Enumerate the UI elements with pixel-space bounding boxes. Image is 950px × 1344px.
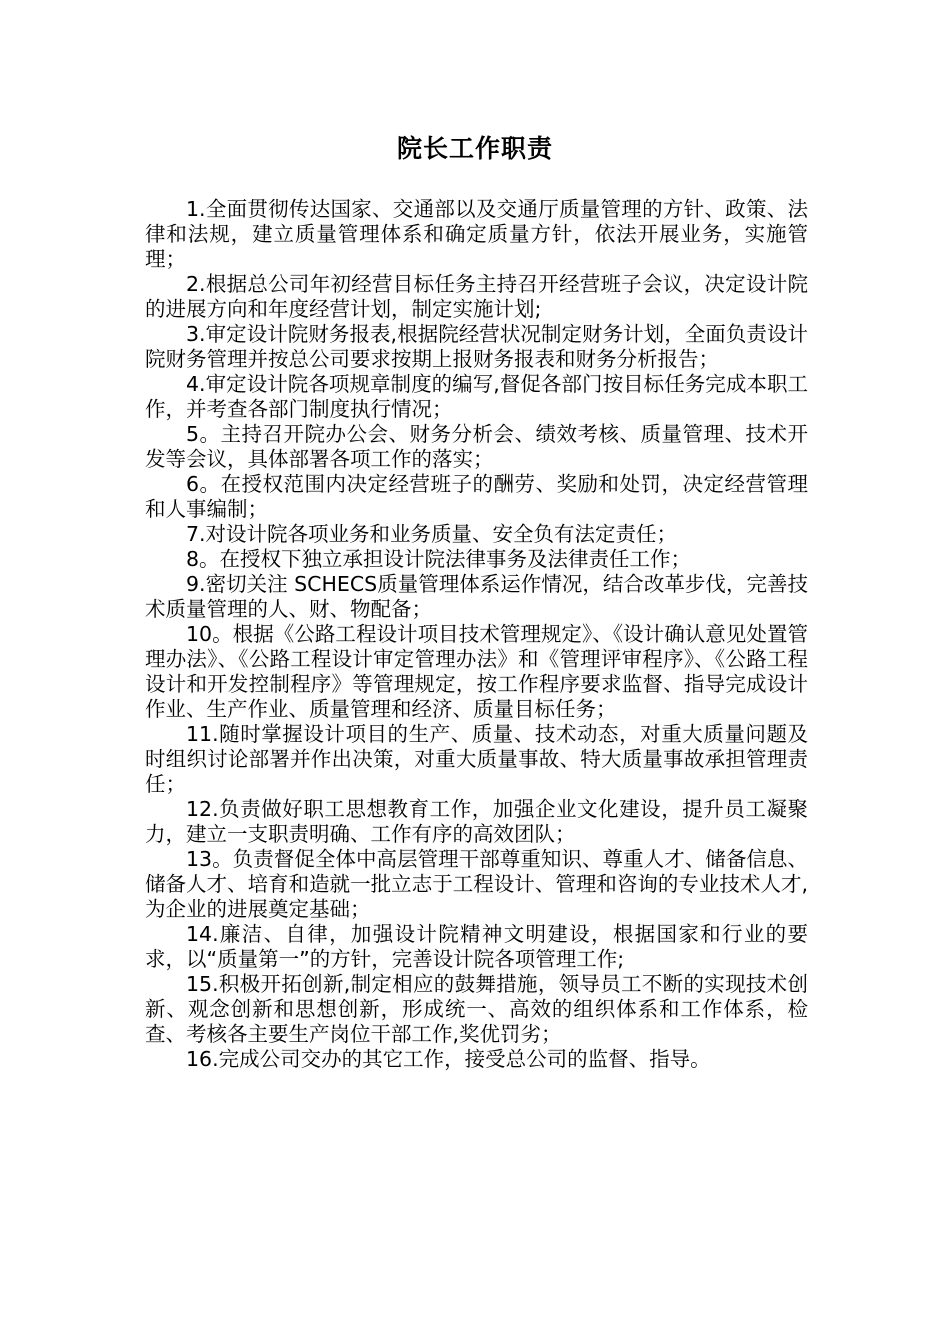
duty-item-13: 13。负责督促全体中高层管理干部尊重知识、尊重人才、储备信息、储备人才、培育和造就一批立志于工程设计、管理和咨询的专业技术人才,为企业的进展奠定基础； (145, 847, 808, 921)
duty-item-3: 3.审定设计院财务报表,根据院经营状况制定财务计划，全面负责设计院财务管理并按总公司要求按期上报财务报表和财务分析报告； (145, 322, 808, 371)
duty-item-8: 8。在授权下独立承担设计院法律事务及法律责任工作； (186, 547, 692, 571)
duty-item-12: 12.负责做好职工思想教育工作，加强企业文化建设，提升员工凝聚力，建立一支职责明确、工作有序的高效团队； (145, 797, 808, 846)
duty-item-7: 7.对设计院各项业务和业务质量、安全负有法定责任； (186, 522, 678, 546)
document-body (145, 197, 808, 1072)
duty-item-6: 6。在授权范围内决定经营班子的酬劳、奖励和处罚，决定经营管理和人事编制； (145, 472, 808, 521)
duty-item-5: 5。主持召开院办公会、财务分析会、绩效考核、质量管理、技术开发等会议，具体部署各项工作的落实； (145, 422, 808, 471)
document-title: 院长工作职责 (396, 134, 553, 163)
duty-item-11: 11.随时掌握设计项目的生产、质量、技术动态，对重大质量问题及时组织讨论部署并作出决策，对重大质量事故、特大质量事故承担管理责任； (145, 722, 808, 796)
duty-item-9: 9.密切关注 SCHECS质量管理体系运作情况，结合改革步伐，完善技术质量管理的人、财、物配备； (145, 572, 808, 621)
duty-item-14: 14.廉洁、自律，加强设计院精神文明建设，根据国家和行业的要求，以“质量第一”的方针，完善设计院各项管理工作; (145, 922, 808, 971)
duty-item-4: 4.审定设计院各项规章制度的编写,督促各部门按目标任务完成本职工作，并考查各部门制度执行情况； (145, 372, 808, 421)
duty-item-15: 15.积极开拓创新,制定相应的鼓舞措施，领导员工不断的实现技术创新、观念创新和思想创新，形成统一、高效的组织体系和工作体系，检查、考核各主要生产岗位干部工作,奖优罚劣； (145, 972, 808, 1046)
duty-item-10: 10。根据《公路工程设计项目技术管理规定》、《设计确认意见处置管理办法》、《公路工程设计审定管理办法》和《管理评审程序》、《公路工程设计和开发控制程序》等管理规定，按工作程序要求监督、指导完成设计作业、生产作业、质量管理和经济、质量目标任务； (145, 622, 808, 721)
duty-item-1: 1.全面贯彻传达国家、交通部以及交通厅质量管理的方针、政策、法律和法规，建立质量管理体系和确定质量方针，依法开展业务，实施管理； (145, 197, 808, 271)
duty-item-16: 16.完成公司交办的其它工作，接受总公司的监督、指导。 (186, 1047, 711, 1071)
duty-item-2: 2.根据总公司年初经营目标任务主持召开经营班子会议，决定设计院的进展方向和年度经营计划，制定实施计划; (145, 272, 808, 321)
